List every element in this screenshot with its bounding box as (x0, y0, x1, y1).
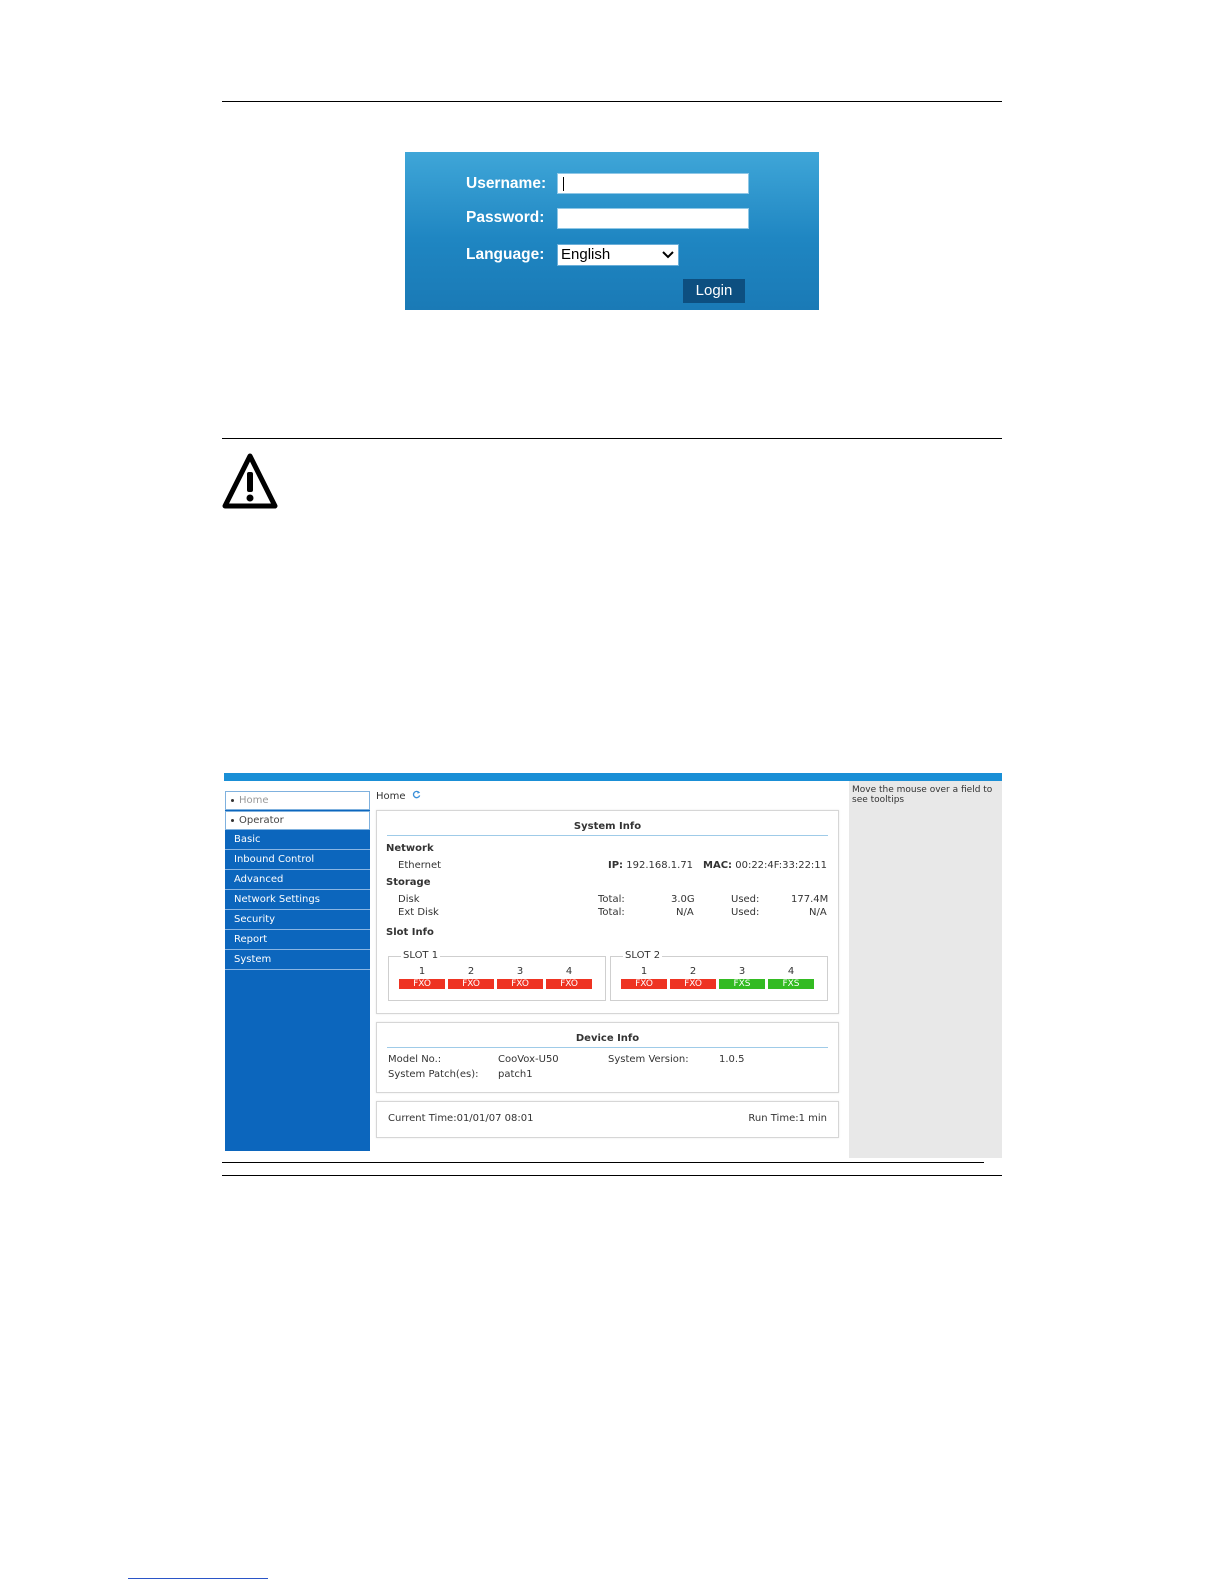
warning-icon (222, 452, 278, 512)
port-number: 1 (418, 966, 426, 977)
slot-info-heading: Slot Info (386, 927, 434, 938)
disk-total: 3.0G (671, 894, 695, 905)
username-input[interactable] (557, 173, 749, 194)
port-status-badge: FXO (670, 979, 716, 989)
ip-address: IP: 192.168.1.71 (608, 860, 694, 871)
language-select[interactable]: English (557, 244, 679, 266)
model-value: CooVox-U50 (498, 1054, 559, 1065)
ethernet-label: Ethernet (398, 860, 442, 871)
port-number: 3 (738, 966, 746, 977)
top-rule (222, 101, 1002, 102)
port-status-badge: FXS (719, 979, 765, 989)
mac-address: MAC: 00:22:4F:33:22:11 (703, 860, 828, 871)
port-number: 4 (565, 966, 573, 977)
bullet-icon (231, 819, 234, 822)
sidebar (225, 791, 370, 1151)
sidebar-item-report[interactable]: Report (225, 931, 370, 950)
bullet-icon (231, 799, 234, 802)
port-status-badge: FXO (546, 979, 592, 989)
ext-disk-label: Ext Disk (398, 907, 439, 918)
system-info-panel (376, 810, 839, 1014)
slot-name: SLOT 2 (625, 950, 661, 961)
sidebar-item-basic[interactable]: Basic (225, 831, 370, 850)
footer-link-underline (128, 1578, 268, 1579)
ext-used: N/A (809, 907, 827, 918)
slot-2 (610, 950, 828, 1001)
password-label: Password: (466, 209, 545, 226)
login-button[interactable]: Login (683, 279, 745, 303)
system-patch-label: System Patch(es): (388, 1069, 479, 1080)
tooltip-panel (849, 781, 1002, 1158)
port-number: 1 (640, 966, 648, 977)
tooltip-text: Move the mouse over a field to see tooltips (852, 785, 993, 805)
main-content (370, 781, 844, 1158)
screenshot-underline (222, 1162, 984, 1163)
current-time: Current Time:01/01/07 08:01 (388, 1113, 534, 1124)
top-bar (224, 773, 1002, 781)
breadcrumb (376, 790, 421, 802)
system-version-label: System Version: (608, 1054, 689, 1065)
login-panel (405, 152, 819, 310)
device-info-panel (376, 1022, 839, 1093)
section-rule (222, 438, 1002, 439)
network-heading: Network (386, 843, 434, 854)
chevron-down-icon (661, 245, 675, 271)
refresh-icon[interactable] (409, 791, 421, 802)
run-time: Run Time:1 min (748, 1113, 827, 1124)
password-input[interactable] (557, 208, 749, 229)
port-number: 3 (516, 966, 524, 977)
port-number: 2 (689, 966, 697, 977)
ext-total-label: Total: (598, 907, 625, 918)
port-status-badge: FXO (621, 979, 667, 989)
sidebar-item-security[interactable]: Security (225, 911, 370, 930)
port-number: 2 (467, 966, 475, 977)
sidebar-item-advanced[interactable]: Advanced (225, 871, 370, 890)
disk-total-label: Total: (598, 894, 625, 905)
disk-used: 177.4M (791, 894, 829, 905)
port-status-badge: FXO (497, 979, 543, 989)
sidebar-item-inbound-control[interactable]: Inbound Control (225, 851, 370, 870)
section-bottom-rule (222, 1175, 1002, 1176)
port-number: 4 (787, 966, 795, 977)
text-cursor (563, 177, 564, 191)
ext-total: N/A (676, 907, 694, 918)
sidebar-item-network-settings[interactable]: Network Settings (225, 891, 370, 910)
disk-label: Disk (398, 894, 420, 905)
system-patch-value: patch1 (498, 1069, 533, 1080)
username-label: Username: (466, 175, 547, 192)
language-label: Language: (466, 246, 545, 263)
model-label: Model No.: (388, 1054, 442, 1065)
slot-name: SLOT 1 (403, 950, 439, 961)
time-panel (376, 1101, 839, 1138)
storage-heading: Storage (386, 877, 431, 888)
ext-used-label: Used: (731, 907, 760, 918)
port-status-badge: FXS (768, 979, 814, 989)
system-info-title: System Info (387, 821, 828, 836)
sidebar-item-operator[interactable]: Operator (225, 811, 370, 830)
slot-1 (388, 950, 606, 1001)
sidebar-item-system[interactable]: System (225, 951, 370, 970)
system-version-value: 1.0.5 (719, 1054, 745, 1065)
breadcrumb-home[interactable]: Home (376, 791, 406, 802)
port-status-badge: FXO (399, 979, 445, 989)
sidebar-item-home[interactable]: Home (225, 791, 370, 810)
device-info-title: Device Info (387, 1033, 828, 1048)
web-management-screen (224, 773, 1002, 1158)
disk-used-label: Used: (731, 894, 760, 905)
port-status-badge: FXO (448, 979, 494, 989)
